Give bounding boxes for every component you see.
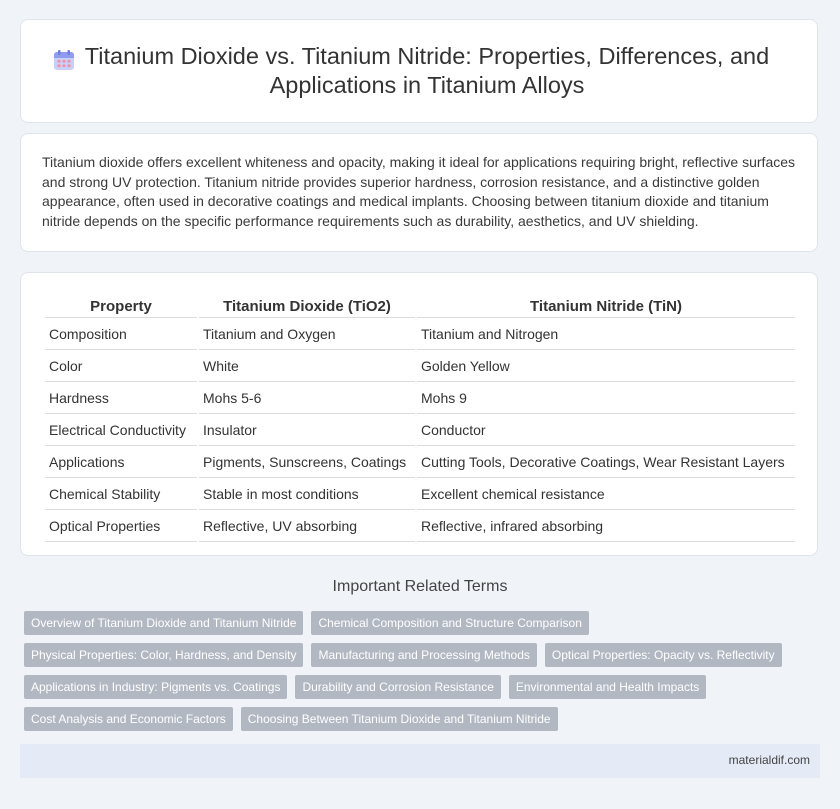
table-header-row [45,295,795,318]
site-name[interactable]: materialdif.com [728,753,810,767]
property-cell: Applications [45,448,197,478]
tag-row [24,643,814,667]
related-term-tag[interactable]: Optical Properties: Opacity vs. Reflectivity [545,643,782,667]
summary-text: Titanium dioxide offers excellent whiteness and opacity, making it ideal for applications requiring bright, reflective surfaces and strong UV protection. Titanium nitride provides superior hardness, corrosion resistance, and a distinctive golden appearance, often used in decorative coatings and medical implants. Choosing between titanium dioxide and titanium nitride depends on the specific performance requirements such as durability, aesthetics, and UV shielding. [42,154,796,229]
page-title: Titanium Dioxide vs. Titanium Nitride: Properties, Differences, and Applications in Titanium Alloys [84,43,770,98]
tin-cell: Golden Yellow [417,352,795,382]
property-cell: Electrical Conductivity [45,416,197,446]
header-property: Property [45,295,197,318]
tin-cell: Titanium and Nitrogen [417,320,795,350]
tag-row [24,675,814,699]
table-row [45,416,795,446]
header-card [20,19,818,123]
table-row [45,480,795,510]
related-term-tag[interactable]: Choosing Between Titanium Dioxide and Titanium Nitride [241,707,558,731]
comparison-table [43,293,797,544]
related-term-tag[interactable]: Physical Properties: Color, Hardness, and Density [24,643,303,667]
tin-cell: Cutting Tools, Decorative Coatings, Wear Resistant Layers [417,448,795,478]
table-row [45,352,795,382]
comparison-table-card [20,272,818,556]
property-cell: Chemical Stability [45,480,197,510]
related-term-tag[interactable]: Cost Analysis and Economic Factors [24,707,233,731]
tio2-cell: Stable in most conditions [199,480,415,510]
related-term-tag[interactable]: Manufacturing and Processing Methods [311,643,536,667]
property-cell: Composition [45,320,197,350]
header-titanium-nitride: Titanium Nitride (TiN) [417,295,795,318]
tio2-cell: Reflective, UV absorbing [199,512,415,542]
tag-row [24,611,814,635]
table-row [45,384,795,414]
summary-card [20,133,818,252]
tio2-cell: Titanium and Oxygen [199,320,415,350]
tag-row [24,707,814,731]
header-titanium-dioxide: Titanium Dioxide (TiO2) [199,295,415,318]
property-cell: Hardness [45,384,197,414]
table-row [45,448,795,478]
tio2-cell: Pigments, Sunscreens, Coatings [199,448,415,478]
tin-cell: Conductor [417,416,795,446]
tio2-cell: Insulator [199,416,415,446]
related-terms-heading: Important Related Terms [332,578,508,595]
related-term-tag[interactable]: Durability and Corrosion Resistance [295,675,500,699]
related-term-tag[interactable]: Environmental and Health Impacts [509,675,706,699]
tin-cell: Mohs 9 [417,384,795,414]
tio2-cell: White [199,352,415,382]
tin-cell: Reflective, infrared absorbing [417,512,795,542]
property-cell: Optical Properties [45,512,197,542]
footer [20,744,820,778]
related-terms-list [24,611,814,739]
related-term-tag[interactable]: Applications in Industry: Pigments vs. Coatings [24,675,287,699]
tio2-cell: Mohs 5-6 [199,384,415,414]
related-term-tag[interactable]: Overview of Titanium Dioxide and Titanium Nitride [24,611,303,635]
property-cell: Color [45,352,197,382]
table-row [45,320,795,350]
table-row [45,512,795,542]
related-term-tag[interactable]: Chemical Composition and Structure Comparison [311,611,588,635]
tin-cell: Excellent chemical resistance [417,480,795,510]
